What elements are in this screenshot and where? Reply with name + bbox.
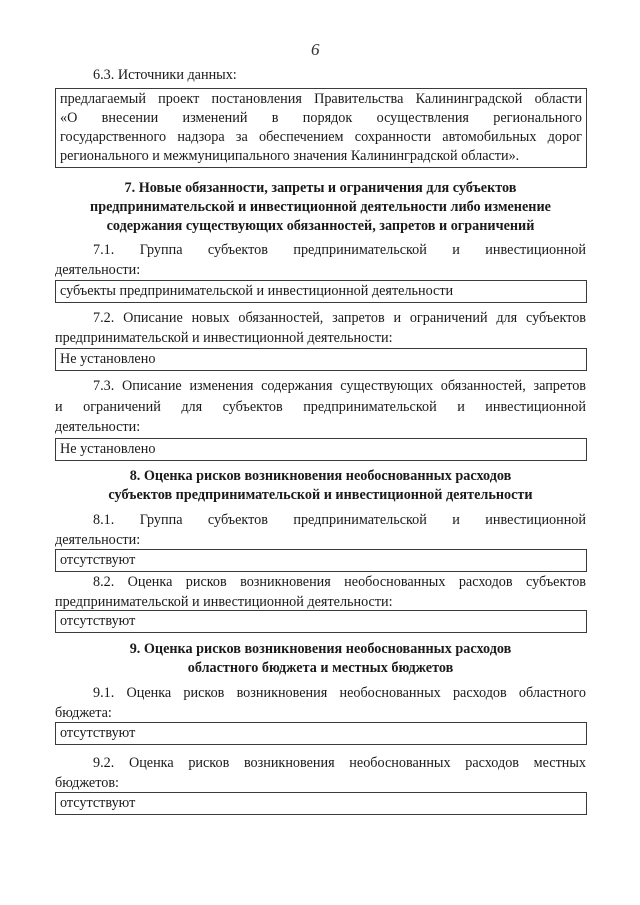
section-9-2-line: 9.2. Оценка рисков возникновения необоснованных расходов местных	[93, 755, 586, 771]
subjects-group-8-box	[55, 549, 587, 572]
section-7-2-line: 7.2. Описание новых обязанностей, запретов и ограничений для субъектов	[93, 310, 586, 326]
section-7-3-line: и ограничений для субъектов предпринимательской и инвестиционной	[55, 399, 586, 415]
data-sources-line: предлагаемый проект постановления Правительства Калининградской области	[60, 91, 582, 107]
subjects-group-box	[55, 280, 587, 303]
section-8-1-line: 8.1. Группа субъектов предпринимательской и инвестиционной	[93, 512, 586, 528]
section-7-3-line: 7.3. Описание изменения содержания существующих обязанностей, запретов	[93, 378, 586, 394]
heading-line: 7. Новые обязанности, запреты и ограничения для субъектов	[124, 180, 517, 196]
data-sources-box	[55, 88, 587, 168]
data-sources-line: регионального и межмуниципального значения Калининградской области».	[60, 148, 520, 164]
section-8-2-line: предпринимательской и инвестиционной деятельности:	[55, 594, 393, 610]
heading-line: областного бюджета и местных бюджетов	[187, 660, 454, 676]
heading-line: 8. Оценка рисков возникновения необоснованных расходов	[129, 468, 512, 484]
local-budget-risk-value: отсутствуют	[60, 795, 136, 811]
heading-line: 9. Оценка рисков возникновения необоснованных расходов	[129, 641, 512, 657]
regional-budget-risk-box	[55, 722, 587, 745]
data-sources-line: государственного надзора за обеспечением сохранности автомобильных дорог	[60, 129, 582, 145]
section-8-2-line: 8.2. Оценка рисков возникновения необоснованных расходов субъектов	[93, 574, 586, 590]
section-7-1-line: деятельности:	[55, 262, 141, 278]
subjects-group-8-value: отсутствуют	[60, 552, 136, 568]
regional-budget-risk-value: отсутствуют	[60, 725, 136, 741]
section-8-1-line: деятельности:	[55, 532, 141, 548]
new-obligations-box	[55, 348, 587, 371]
changed-obligations-box	[55, 438, 587, 461]
heading-line: содержания существующих обязанностей, запретов и ограничений	[106, 218, 535, 234]
section-7-2-line: предпринимательской и инвестиционной деятельности:	[55, 330, 393, 346]
page-number: 6	[311, 40, 320, 59]
section-9-1-line: 9.1. Оценка рисков возникновения необоснованных расходов областного	[93, 685, 586, 701]
section-7-3-line: деятельности:	[55, 419, 141, 435]
subjects-group-value: субъекты предпринимательской и инвестиционной деятельности	[60, 283, 454, 299]
section-8-heading	[55, 467, 586, 505]
changed-obligations-value: Не установлено	[60, 441, 156, 457]
section-7-heading	[55, 179, 586, 236]
section-7-1-line: 7.1. Группа субъектов предпринимательской и инвестиционной	[93, 242, 586, 258]
section-9-2-line: бюджетов:	[55, 775, 119, 791]
subjects-risk-value: отсутствуют	[60, 613, 136, 629]
section-9-1-line: бюджета:	[55, 705, 112, 721]
new-obligations-value: Не установлено	[60, 351, 156, 367]
data-sources-line: «О внесении изменений в порядок осуществления регионального	[60, 110, 582, 126]
heading-line: субъектов предпринимательской и инвестиционной деятельности	[108, 487, 533, 503]
subjects-risk-box	[55, 610, 587, 633]
section-6-3-label: 6.3. Источники данных:	[93, 67, 237, 83]
section-9-heading	[55, 640, 586, 678]
heading-line: предпринимательской и инвестиционной деятельности либо изменение	[90, 199, 551, 215]
local-budget-risk-box	[55, 792, 587, 815]
